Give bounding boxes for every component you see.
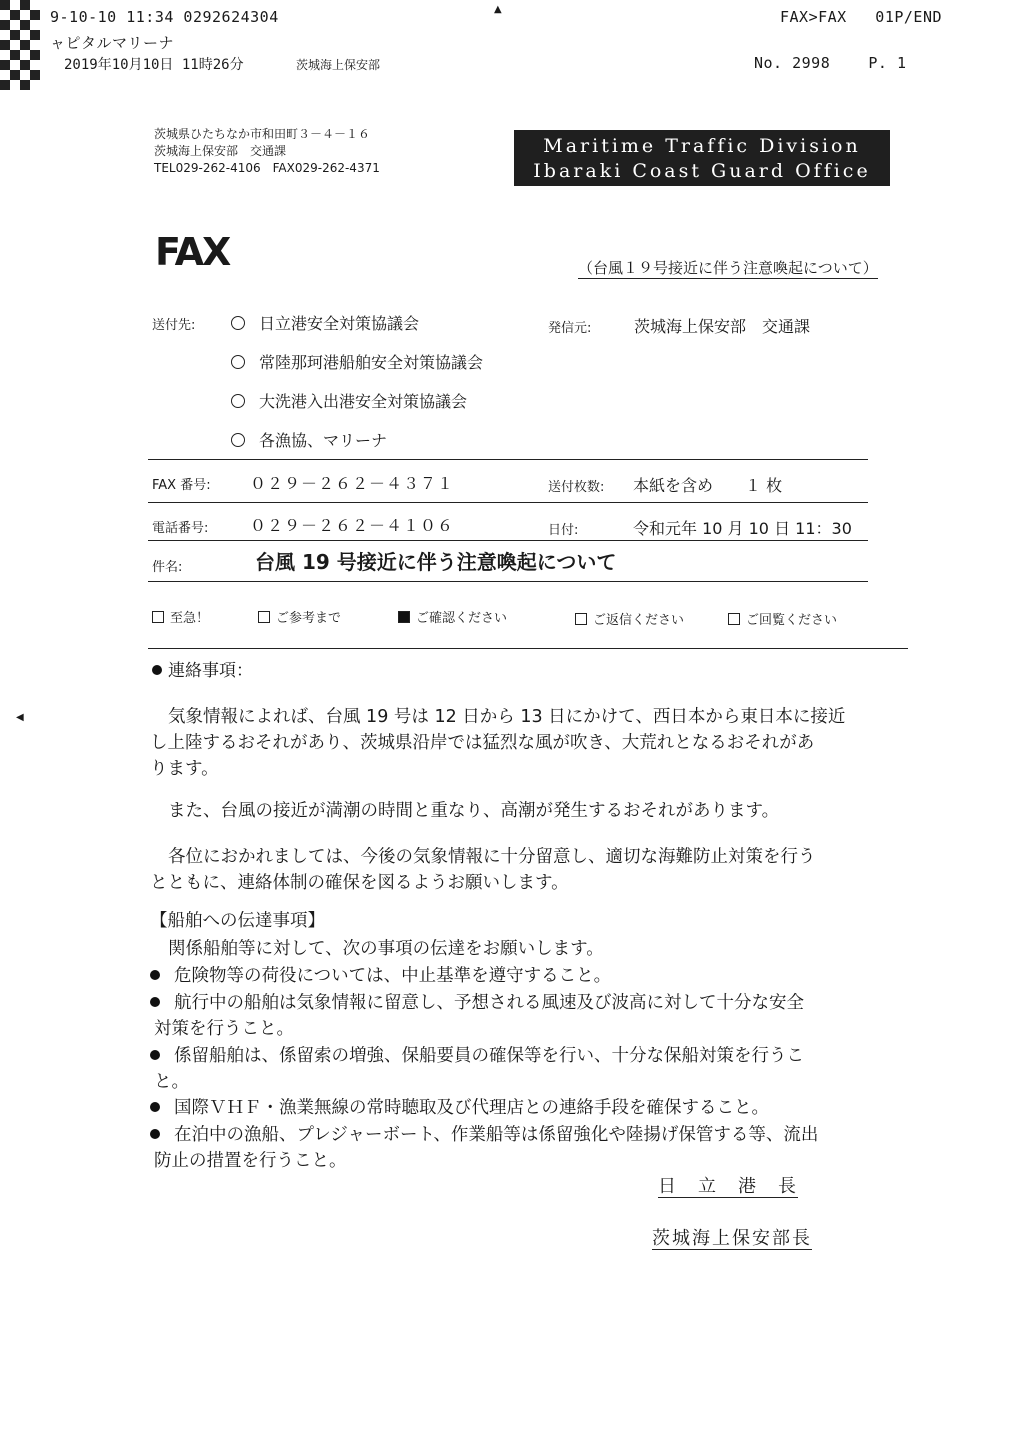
notice-heading: 連絡事項： [152,656,253,681]
subject-header-text: （台風１９号接近に伴う注意喚起について） [578,259,878,277]
division-banner [514,130,890,186]
recipient-item: 日立港安全対策協議会 [231,311,419,334]
pages-value: 本紙を含め １ 枚 [633,476,783,495]
subject-header [578,257,878,278]
checkbox-reply[interactable]: ご返信ください [575,609,684,628]
checkbox-urgent[interactable]: 至急！ [152,607,209,626]
ship-section-heading: 【船舶への伝達事項】 [150,911,325,931]
ship-bullet: 在泊中の漁船、プレジャーボート、作業船等は係留強化や陸揚げ保管する等、流出 防止の措置を行うこと。 [150,1122,930,1174]
divider [148,648,908,649]
paragraph-3: 各位におかれましては、今後の気象情報に十分留意し、適切な海難防止対策を行う とともに、連絡体制の確保を図るようお願いします。 [150,847,816,893]
sender-address: 茨城県ひたちなか市和田町３－４－１６ [154,127,371,141]
fax-header-line2: ャピタルマリーナ [50,34,175,52]
checkbox-reference[interactable]: ご参考まで [258,607,341,626]
divider [148,581,868,582]
from-value: 茨城海上保安部 交通課 [634,317,811,336]
pages-label: 送付枚数: [548,480,605,495]
ship-bullet: 航行中の船舶は気象情報に留意し、予想される風速及び波高に対して十分な安全 対策を行うこと。 [150,990,920,1042]
ship-bullet: 危険物等の荷役については、中止基準を遵守すること。 [150,963,611,989]
ship-bullet: 国際ＶＨＦ・漁業無線の常時聴取及び代理店との連絡手段を確保すること。 [150,1095,769,1121]
subject-value: 台風 19 号接近に伴う注意喚起について [255,550,617,574]
subject-label: 件名: [152,560,183,575]
fax-header-sender: 茨城海上保安部 [296,58,381,72]
fax-header-line1: 9-10-10 11:34 0292624304 [50,8,279,26]
fax-logo: FAX [155,230,230,274]
divider [148,459,868,460]
sender-tel-fax: TEL029-262-4106 FAX029-262-4371 [154,161,380,175]
recipient-item: 常陸那珂港船舶安全対策協議会 [231,350,483,373]
signature-hitachi-port: 日 立 港 長 [658,1176,798,1197]
paragraph-1: 気象情報によれば、台風 19 号は 12 日から 13 日にかけて、西日本から東日本に接近 し上陸するおそれがあり、茨城県沿岸では猛烈な風が吹き、大荒れとなるおそれがあ ります。 [150,707,846,779]
recipient-item: 各漁協、マリーナ [231,428,387,451]
triangle-left-icon: ◀ [16,712,24,723]
ship-bullet: 係留船舶は、係留索の増強、保船要員の確保等を行い、十分な保船対策を行うこ と。 [150,1043,920,1095]
fax-header-date: 2019年10月10日 11時26分 [64,57,244,73]
checkbox-circulate[interactable]: ご回覧ください [728,609,837,628]
divider [148,502,868,503]
signature-coast-guard: 茨城海上保安部長 [652,1228,812,1249]
banner-line2: Ibaraki Coast Guard Office [533,160,871,182]
divider [148,540,868,541]
fax-number-label: FAX 番号: [152,478,211,493]
fax-number-value: ０２９－２６２－４３７１ [250,474,455,493]
checker-pattern [0,0,46,96]
checkbox-confirm[interactable]: ご確認ください [398,607,507,626]
date-value: 令和元年 10 月 10 日 11：30 [633,519,852,538]
from-label: 発信元: [548,321,592,336]
fax-header-page-no: No. 2998 P. 1 [754,54,907,72]
phone-label: 電話番号: [152,521,209,536]
sender-office: 茨城海上保安部 交通課 [154,144,287,158]
banner-line1: Maritime Traffic Division [543,135,861,157]
recipients-label: 送付先: [152,318,196,333]
paragraph-2: また、台風の接近が満潮の時間と重なり、高潮が発生するおそれがあります。 [168,801,780,821]
ship-section-intro: 関係船舶等に対して、次の事項の伝達をお願いします。 [168,939,604,959]
phone-value: ０２９－２６２－４１０６ [250,516,455,535]
recipient-item: 大洗港入出港安全対策協議会 [231,389,467,412]
fax-header-right-top: FAX>FAX 01P/END [780,8,943,26]
triangle-marker-icon: ▲ [494,4,502,15]
date-label: 日付: [548,523,579,538]
